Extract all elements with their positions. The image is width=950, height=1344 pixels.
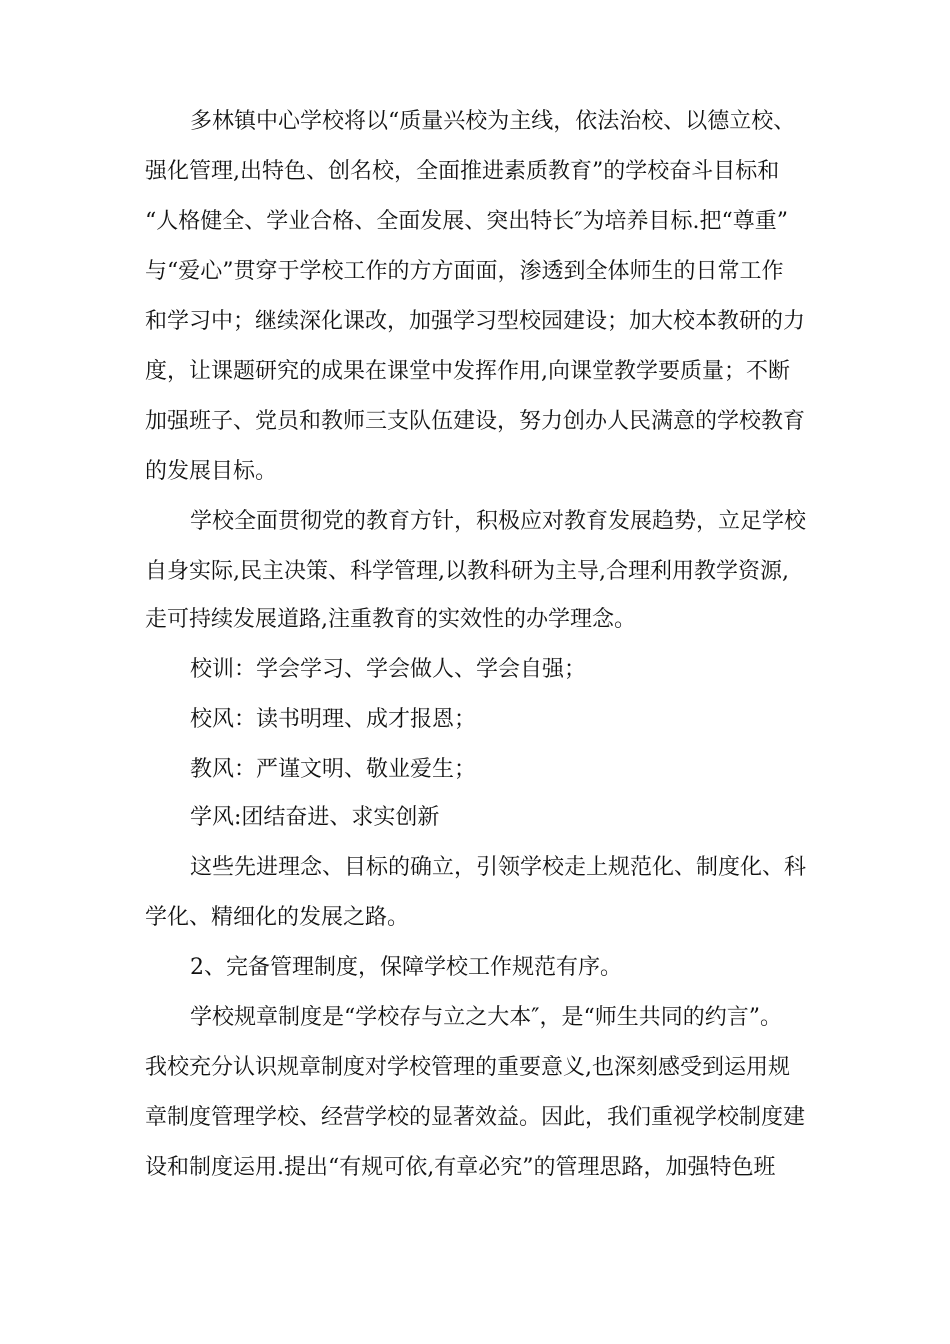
- text-line: 与“爱心”贯穿于学校工作的方方面面，渗透到全体师生的日常工作: [145, 259, 784, 284]
- text-line: 强化管理,出特色、创名校，全面推进素质教育”的学校奋斗目标和: [145, 159, 780, 184]
- text-line: 校训：学会学习、学会做人、学会自强；: [190, 657, 587, 682]
- text-line: 自身实际,民主决策、科学管理,以教科研为主导,合理利用教学资源,: [145, 559, 789, 584]
- text-line: 设和制度运用.提出“有规可依,有章必究”的管理思路，加强特色班: [145, 1155, 776, 1180]
- section-heading: 2、完备管理制度，保障学校工作规范有序。: [190, 955, 622, 980]
- text-line: 多林镇中心学校将以“质量兴校为主线，依法治校、以德立校、: [190, 109, 796, 134]
- text-line: 走可持续发展道路,注重教育的实效性的办学理念。: [145, 607, 636, 632]
- text-line: 学校全面贯彻党的教育方针，积极应对教育发展趋势，立足学校: [190, 509, 807, 534]
- text-line: 学校规章制度是“学校存与立之大本″，是“师生共同的约言”。: [190, 1005, 782, 1030]
- text-line: 的发展目标。: [145, 459, 278, 484]
- text-line: “人格健全、学业合格、全面发展、突出特长″为培养目标.把“尊重”: [145, 209, 788, 234]
- text-line: 教风：严谨文明、敬业爱生；: [190, 757, 477, 782]
- text-line: 学化、精细化的发展之路。: [145, 905, 410, 930]
- text-line: 学风:团结奋进、求实创新: [190, 805, 440, 830]
- text-line: 我校充分认识规章制度对学校管理的重要意义,也深刻感受到运用规: [145, 1055, 790, 1080]
- text-line: 加强班子、党员和教师三支队伍建设，努力创办人民满意的学校教育: [145, 409, 806, 434]
- text-line: 校风：读书明理、成才报恩；: [190, 707, 477, 732]
- text-line: 和学习中；继续深化课改，加强学习型校园建设；加大校本教研的力: [145, 309, 806, 334]
- text-line: 度，让课题研究的成果在课堂中发挥作用,向课堂教学要质量；不断: [145, 359, 790, 384]
- text-line: 章制度管理学校、经营学校的显著效益。因此，我们重视学校制度建: [145, 1105, 806, 1130]
- text-line: 这些先进理念、目标的确立，引领学校走上规范化、制度化、科: [190, 855, 807, 880]
